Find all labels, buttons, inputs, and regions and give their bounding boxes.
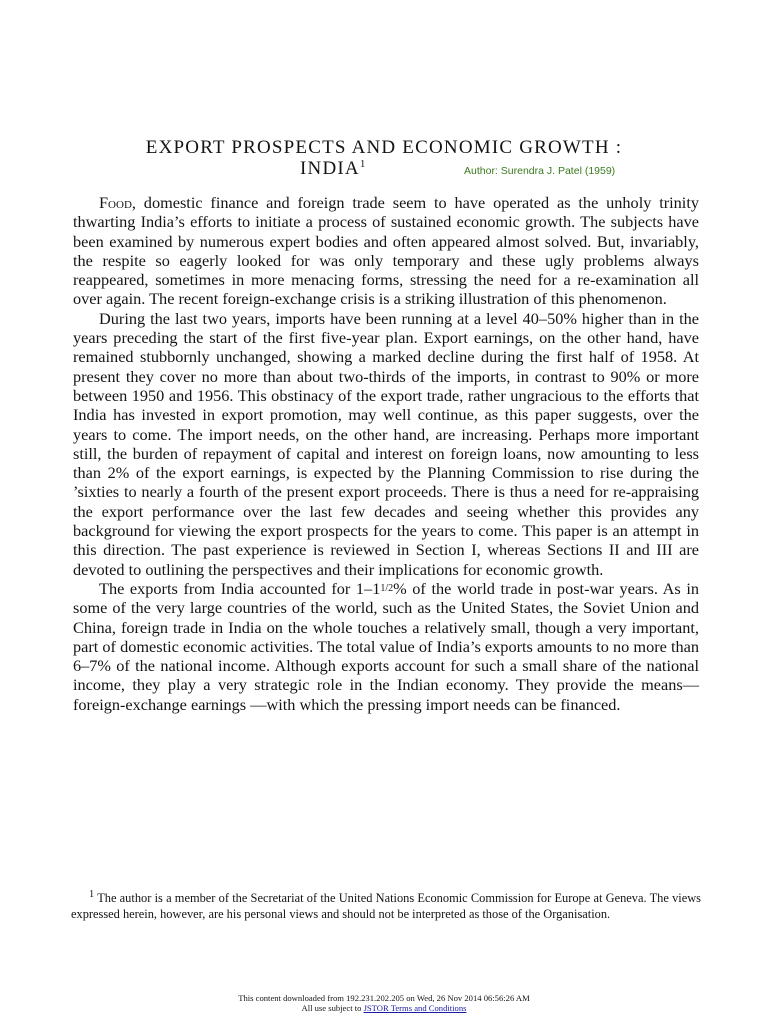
title-footnote-mark: 1 — [359, 158, 367, 170]
jstor-download-line: This content downloaded from 192.231.202.205 on Wed, 26 Nov 2014 06:56:26 AM — [238, 993, 530, 1003]
article-title-line2 — [300, 158, 367, 180]
jstor-notice — [0, 993, 768, 1013]
footnote — [71, 887, 701, 922]
article-title-line1 — [0, 137, 768, 159]
footnote-mark: 1 — [89, 889, 95, 900]
title-line1-text: EXPORT PROSPECTS AND ECONOMIC GROWTH : — [145, 137, 623, 158]
paragraph-2: During the last two years, imports have been running at a level 40–50% higher than in the years preceding the start of the first five-year plan. Export earnings, on the other hand, have remained stubbornly unchanged, showing a marked decline during the first half of 1958. At present they cover no more than about two-thirds of the imports, in contrast to 90% or more between 1950 and 1956. This obstinacy of the export trade, rather ungracious to the efforts that India has invested in export promotion, may well continue, as this paper suggests, over the years to come. The import needs, on the other hand, are increasing. Perhaps more important still, the burden of repayment of capital and interest on foreign loans, now amounting to less than 2% of the export earnings, is expected by the Planning Commission to rise during the ’sixties to nearly a fourth of the present export proceeds. There is thus a need for re-appraising the export performance over the last few decades and seeing whether this provides any background for viewing the export prospects for the years to come. This paper is an attempt in this direction. The past experience is reviewed in Section I, whereas Sections II and III are devoted to outlining the perspectives and their implications for economic growth. — [73, 308, 699, 579]
paragraph-1-text: , domestic finance and foreign trade seem to have operated as the unholy trinity thwarting India’s efforts to initiate a process of sustained economic growth. The subjects have been examined by numerous expert bodies and often appeared almost solved. But, invariably, the respite so eagerly looked for was only temporary and these ugly problems always reappeared, sometimes in more menacing forms, stressing the need for a re-examination all over again. The recent foreign-exchange crisis is a striking illustration of this phenomenon. — [73, 193, 699, 309]
article-body — [73, 193, 699, 714]
paragraph-1 — [73, 193, 699, 309]
title-line2-text: INDIA — [300, 158, 360, 179]
paragraph-3-fraction: 1/2 — [380, 582, 394, 594]
footnote-text: The author is a member of the Secretariat of the United Nations Economic Commission for Europe at Geneva. The views expressed herein, however, are his personal views and should not be interpreted as those of the Organisation. — [71, 891, 702, 922]
paragraph-3-text-after: % of the world trade in post-war years. As in some of the very large countries of the world, such as the United States, the Soviet Union and China, foreign trade in India on the whole touches a relatively small, though a very important, part of domestic economic activities. The total value of India’s exports amounts to no more than 6–7% of the national income. Although exports account for such a small share of the national income, they play a very strategic role in the Indian economy. They provide the means—foreign-exchange earnings —with which the pressing import needs can be financed. — [73, 578, 699, 714]
jstor-terms-link[interactable]: JSTOR Terms and Conditions — [363, 1003, 467, 1013]
author-annotation: Author: Surendra J. Patel (1959) — [464, 165, 616, 177]
paragraph-1-lead-word: Food — [99, 193, 132, 212]
footnote-paragraph — [71, 887, 701, 922]
jstor-terms-line — [0, 1003, 768, 1013]
paragraph-3-text-before: The exports from India accounted for 1–1 — [99, 578, 381, 598]
paragraph-3 — [73, 579, 699, 714]
jstor-terms-prefix: All use subject to — [301, 1003, 364, 1013]
